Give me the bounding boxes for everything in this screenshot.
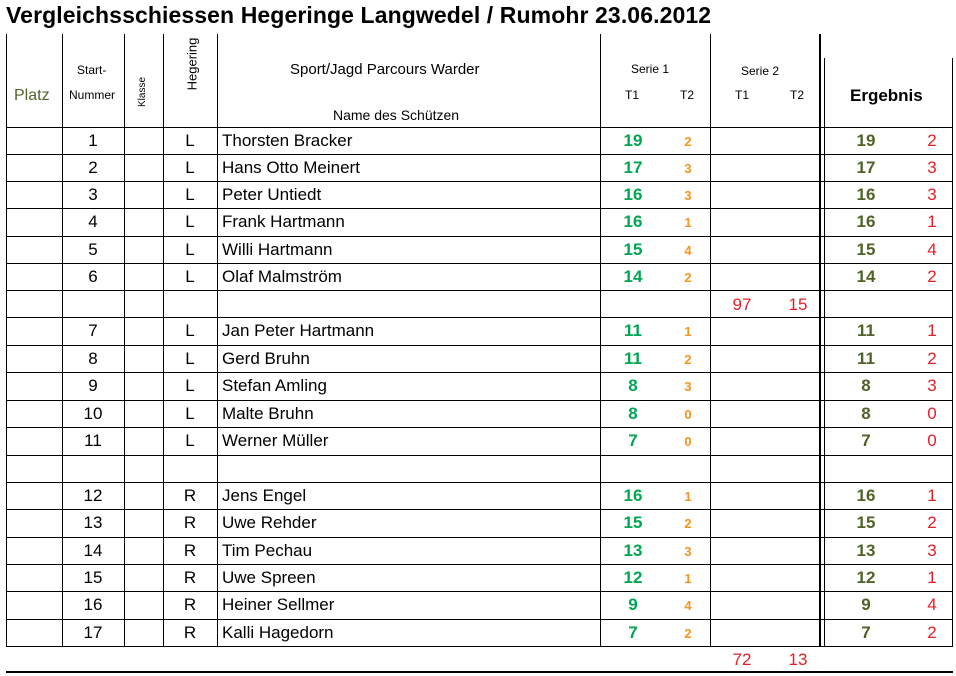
start-number: 11 bbox=[84, 431, 102, 450]
result-hits: 8 bbox=[861, 376, 871, 395]
result-second: 2 bbox=[927, 513, 937, 532]
result-second: 2 bbox=[927, 349, 937, 368]
shooter-name: Frank Hartmann bbox=[222, 212, 345, 231]
grid-line bbox=[6, 372, 953, 373]
hegering: L bbox=[185, 349, 195, 368]
serie1-t1: 7 bbox=[628, 623, 638, 642]
serie1-t2: 2 bbox=[684, 516, 692, 531]
serie1-t1: 16 bbox=[623, 185, 643, 204]
result-hits: 13 bbox=[856, 541, 876, 560]
start-number: 13 bbox=[83, 513, 103, 532]
result-hits: 9 bbox=[861, 595, 871, 614]
result-second: 1 bbox=[927, 212, 937, 231]
serie1-t1: 8 bbox=[628, 404, 638, 423]
header-ergebnis: Ergebnis bbox=[850, 86, 923, 105]
result-hits: 16 bbox=[856, 185, 876, 204]
header-s1-t1: T1 bbox=[625, 88, 640, 102]
header-s2-t1: T1 bbox=[735, 88, 750, 102]
grid-line bbox=[710, 34, 711, 646]
serie1-t2: 3 bbox=[684, 379, 692, 394]
grid-line bbox=[6, 317, 953, 318]
grid-line bbox=[6, 127, 953, 128]
hegering: L bbox=[185, 185, 195, 204]
serie1-t2: 3 bbox=[684, 544, 692, 559]
start-number: 17 bbox=[83, 623, 103, 642]
result-hits: 14 bbox=[856, 267, 876, 286]
header-s1-t2: T2 bbox=[680, 88, 695, 102]
shooter-name: Thorsten Bracker bbox=[222, 131, 353, 150]
serie1-t1: 11 bbox=[624, 349, 642, 368]
shooter-name: Jens Engel bbox=[222, 486, 307, 505]
start-number: 5 bbox=[88, 240, 98, 259]
start-number: 12 bbox=[83, 486, 103, 505]
result-second: 3 bbox=[927, 541, 937, 560]
serie1-t2: 4 bbox=[684, 598, 692, 613]
serie1-t1: 11 bbox=[624, 321, 642, 340]
serie1-t1: 9 bbox=[628, 595, 638, 614]
grid-line bbox=[6, 236, 953, 237]
hegering: R bbox=[183, 541, 197, 560]
result-hits: 11 bbox=[857, 321, 875, 340]
result-hits: 11 bbox=[857, 349, 875, 368]
result-second: 4 bbox=[927, 595, 937, 614]
shooter-name: Malte Bruhn bbox=[222, 404, 314, 423]
shooter-name: Gerd Bruhn bbox=[222, 349, 310, 368]
result-second: 1 bbox=[927, 486, 937, 505]
grid-line bbox=[6, 34, 7, 646]
serie1-t1: 16 bbox=[623, 212, 643, 231]
header-serie1: Serie 1 bbox=[631, 62, 670, 76]
grid-line bbox=[6, 345, 953, 346]
serie1-t2: 0 bbox=[684, 434, 692, 449]
start-number: 6 bbox=[88, 267, 98, 286]
bottom-rule bbox=[6, 671, 953, 673]
grid-line bbox=[6, 509, 953, 510]
footer-sum-t1: 72 bbox=[732, 650, 752, 669]
grid-line bbox=[952, 58, 953, 646]
header-nummer: Nummer bbox=[69, 88, 116, 102]
result-second: 3 bbox=[927, 185, 937, 204]
result-hits: 15 bbox=[856, 513, 876, 532]
shooter-name: Uwe Rehder bbox=[222, 513, 317, 532]
grid-line bbox=[6, 646, 953, 647]
grid-line bbox=[6, 537, 953, 538]
result-second: 4 bbox=[927, 240, 937, 259]
shooter-name: Heiner Sellmer bbox=[222, 595, 335, 614]
hegering: L bbox=[185, 158, 195, 177]
grid-line bbox=[6, 154, 953, 155]
grid-line bbox=[6, 482, 953, 483]
start-number: 3 bbox=[88, 185, 98, 204]
serie1-t1: 8 bbox=[628, 376, 638, 395]
serie1-t1: 15 bbox=[623, 240, 643, 259]
grid-line bbox=[6, 455, 953, 456]
grid-line bbox=[6, 208, 953, 209]
result-second: 2 bbox=[927, 267, 937, 286]
header-s2-t2: T2 bbox=[790, 88, 805, 102]
result-second: 3 bbox=[927, 376, 937, 395]
grid-line bbox=[819, 34, 821, 646]
subtotal-s2: 15 bbox=[788, 295, 808, 314]
start-number: 14 bbox=[83, 541, 103, 560]
start-number: 15 bbox=[83, 568, 103, 587]
result-hits: 16 bbox=[856, 486, 876, 505]
grid-line bbox=[600, 34, 601, 646]
result-hits: 19 bbox=[856, 131, 876, 150]
header-serie2: Serie 2 bbox=[741, 64, 780, 78]
grid-line bbox=[6, 619, 953, 620]
start-number: 8 bbox=[88, 349, 98, 368]
serie1-t1: 12 bbox=[623, 568, 643, 587]
serie1-t2: 3 bbox=[684, 161, 692, 176]
result-second: 1 bbox=[927, 321, 937, 340]
start-number: 10 bbox=[83, 404, 103, 423]
grid-line bbox=[217, 34, 218, 646]
result-second: 2 bbox=[927, 131, 937, 150]
hegering: R bbox=[183, 568, 197, 587]
shooter-name: Tim Pechau bbox=[222, 541, 313, 560]
serie1-t1: 16 bbox=[623, 486, 643, 505]
grid-line bbox=[6, 290, 953, 291]
start-number: 7 bbox=[88, 321, 98, 340]
subtotal-s1: 97 bbox=[732, 295, 752, 314]
hegering: L bbox=[185, 431, 195, 450]
result-hits: 8 bbox=[861, 404, 871, 423]
hegering: R bbox=[183, 595, 197, 614]
result-second: 2 bbox=[927, 623, 937, 642]
header-start: Start- bbox=[77, 63, 107, 77]
hegering: L bbox=[185, 267, 195, 286]
grid-line bbox=[6, 263, 953, 264]
result-hits: 15 bbox=[856, 240, 876, 259]
shooter-name: Willi Hartmann bbox=[222, 240, 333, 259]
shooter-name: Uwe Spreen bbox=[222, 568, 316, 587]
header-hegering: Hegering bbox=[184, 37, 200, 91]
hegering: L bbox=[185, 212, 195, 231]
header-klasse: Klasse bbox=[137, 76, 148, 108]
serie1-t1: 7 bbox=[628, 431, 638, 450]
serie1-t2: 1 bbox=[684, 215, 692, 230]
hegering: R bbox=[183, 623, 197, 642]
footer-sum-t2: 13 bbox=[788, 650, 808, 669]
result-hits: 7 bbox=[861, 431, 871, 450]
serie1-t2: 0 bbox=[684, 407, 692, 422]
serie1-t2: 2 bbox=[684, 134, 692, 149]
serie1-t2: 3 bbox=[684, 188, 692, 203]
grid-line bbox=[6, 427, 953, 428]
grid-line bbox=[6, 564, 953, 565]
grid-line bbox=[6, 181, 953, 182]
result-second: 0 bbox=[927, 431, 937, 450]
start-number: 1 bbox=[88, 131, 98, 150]
shooter-name: Kalli Hagedorn bbox=[222, 623, 334, 642]
result-second: 0 bbox=[927, 404, 937, 423]
serie1-t1: 17 bbox=[623, 158, 643, 177]
serie1-t2: 2 bbox=[684, 626, 692, 641]
shooter-name: Stefan Amling bbox=[222, 376, 327, 395]
grid-line bbox=[124, 34, 125, 646]
header-platz: Platz bbox=[14, 87, 50, 104]
start-number: 9 bbox=[88, 376, 98, 395]
start-number: 2 bbox=[88, 158, 98, 177]
result-second: 1 bbox=[927, 568, 937, 587]
result-hits: 17 bbox=[856, 158, 876, 177]
grid-line bbox=[824, 58, 825, 646]
serie1-t1: 14 bbox=[623, 267, 643, 286]
serie1-t1: 13 bbox=[623, 541, 643, 560]
shooter-name: Hans Otto Meinert bbox=[222, 158, 360, 177]
hegering: R bbox=[183, 513, 197, 532]
result-hits: 16 bbox=[856, 212, 876, 231]
result-hits: 12 bbox=[856, 568, 876, 587]
start-number: 16 bbox=[83, 595, 103, 614]
page-title: Vergleichsschiessen Hegeringe Langwedel / Rumohr 23.06.2012 bbox=[6, 2, 712, 28]
hegering: L bbox=[185, 404, 195, 423]
shooter-name: Peter Untiedt bbox=[222, 185, 322, 204]
serie1-t2: 2 bbox=[684, 352, 692, 367]
shooter-name: Jan Peter Hartmann bbox=[222, 321, 375, 340]
serie1-t1: 19 bbox=[623, 131, 643, 150]
result-hits: 7 bbox=[861, 623, 871, 642]
grid-line bbox=[6, 591, 953, 592]
hegering: R bbox=[183, 486, 197, 505]
result-second: 3 bbox=[927, 158, 937, 177]
serie1-t2: 1 bbox=[684, 324, 692, 339]
serie1-t2: 2 bbox=[684, 270, 692, 285]
shooter-name: Werner Müller bbox=[222, 431, 329, 450]
grid-line bbox=[6, 400, 953, 401]
header-name: Name des Schützen bbox=[333, 107, 460, 123]
hegering: L bbox=[185, 321, 195, 340]
serie1-t2: 1 bbox=[684, 571, 692, 586]
shooter-name: Olaf Malmström bbox=[222, 267, 342, 286]
hegering: L bbox=[185, 240, 195, 259]
serie1-t1: 15 bbox=[623, 513, 643, 532]
start-number: 4 bbox=[88, 212, 98, 231]
hegering: L bbox=[185, 131, 195, 150]
hegering: L bbox=[185, 376, 195, 395]
serie1-t2: 1 bbox=[684, 489, 692, 504]
header-event: Sport/Jagd Parcours Warder bbox=[290, 61, 480, 78]
serie1-t2: 4 bbox=[684, 243, 692, 258]
